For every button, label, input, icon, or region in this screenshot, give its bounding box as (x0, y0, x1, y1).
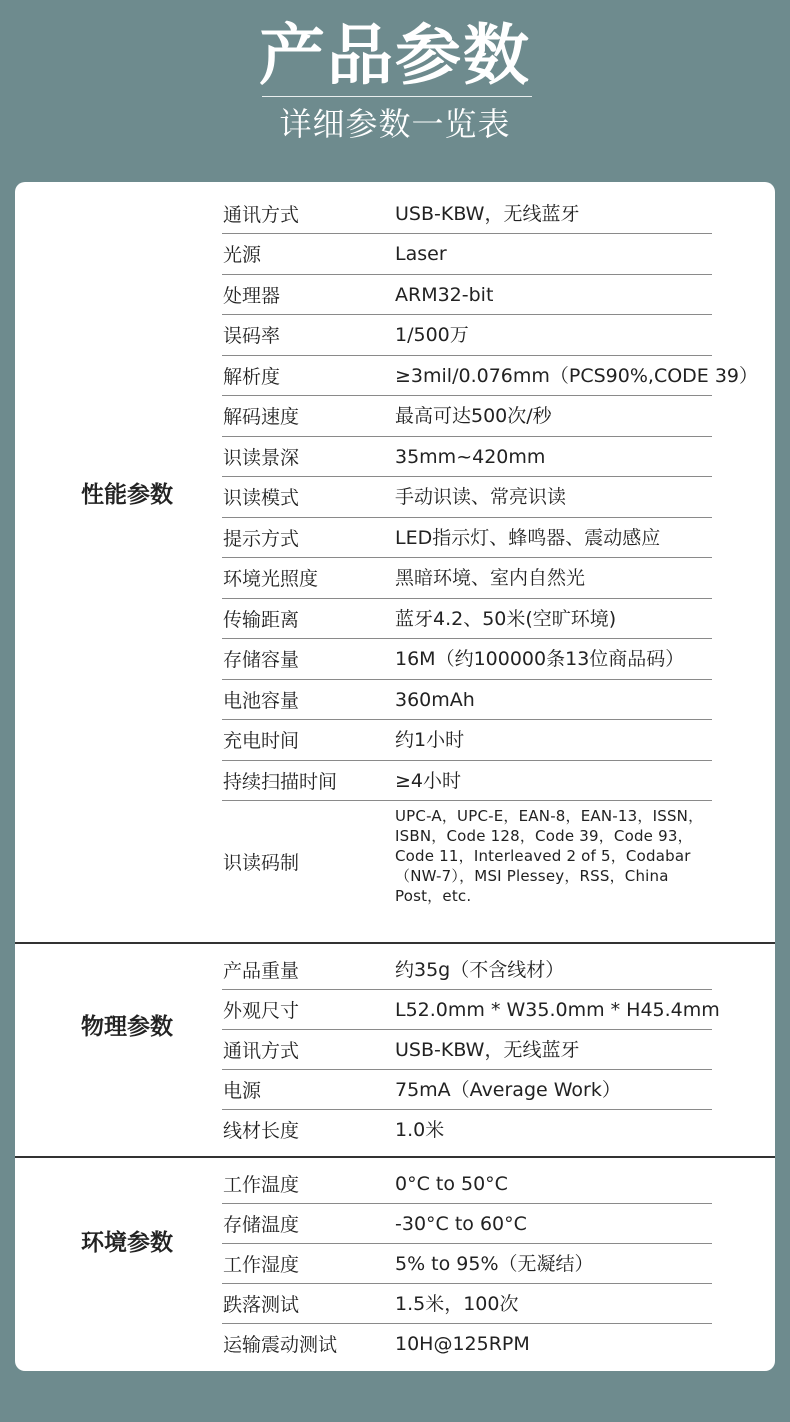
spec-row (222, 950, 712, 990)
spec-value: 35mm~420mm (395, 446, 546, 468)
section-title-physical: 物理参数 (81, 1014, 173, 1040)
spec-label: 电池容量 (223, 690, 300, 712)
spec-value: ARM32-bit (395, 284, 494, 306)
spec-label: 提示方式 (223, 528, 300, 550)
spec-rows-physical (222, 950, 720, 1150)
section-title-performance: 性能参数 (81, 482, 173, 508)
spec-label: 环境光照度 (223, 568, 319, 590)
spec-value: ≥3mil/0.076mm（PCS90%,CODE 39） (395, 365, 759, 387)
section-environment (15, 1158, 775, 1371)
page-title: 产品参数 (259, 17, 531, 94)
spec-label: 充电时间 (223, 730, 300, 752)
spec-value: 0°C to 50°C (395, 1173, 508, 1195)
spec-row (222, 194, 712, 234)
spec-value: USB-KBW，无线蓝牙 (395, 203, 580, 225)
spec-row (222, 437, 712, 477)
spec-label: 跌落测试 (223, 1294, 300, 1316)
spec-value: Laser (395, 243, 447, 265)
spec-value: -30°C to 60°C (395, 1213, 527, 1235)
spec-row (222, 720, 712, 761)
spec-row (222, 761, 712, 801)
spec-value: 约35g（不含线材） (395, 959, 565, 981)
section-title-environment: 环境参数 (81, 1230, 173, 1256)
spec-label: 误码率 (223, 325, 281, 347)
spec-label: 持续扫描时间 (223, 771, 338, 793)
spec-row (222, 801, 712, 931)
spec-value: USB-KBW，无线蓝牙 (395, 1039, 580, 1061)
spec-label: 光源 (223, 244, 262, 266)
spec-row (222, 639, 712, 680)
spec-row (222, 1110, 712, 1150)
spec-row (222, 1324, 712, 1364)
spec-label: 工作湿度 (223, 1254, 300, 1276)
spec-value: ≥4小时 (395, 770, 462, 792)
spec-value: 1.5米，100次 (395, 1293, 519, 1315)
spec-label: 外观尺寸 (223, 1000, 300, 1022)
spec-value: 75mA（Average Work） (395, 1079, 621, 1101)
spec-row (222, 1204, 712, 1244)
spec-row (222, 558, 712, 599)
spec-label: 传输距离 (223, 609, 300, 631)
spec-label: 线材长度 (223, 1120, 300, 1142)
spec-label: 通讯方式 (223, 1040, 300, 1062)
spec-label: 解析度 (223, 366, 281, 388)
spec-table-card (15, 182, 775, 1371)
spec-label: 通讯方式 (223, 204, 300, 226)
page-header (0, 0, 790, 182)
section-physical (15, 944, 775, 1156)
spec-row (222, 680, 712, 720)
spec-label: 存储温度 (223, 1214, 300, 1236)
spec-label: 识读景深 (223, 447, 300, 469)
spec-value: 1/500万 (395, 324, 469, 346)
spec-row (222, 1284, 712, 1324)
spec-value: 1.0米 (395, 1119, 445, 1141)
spec-value: 蓝牙4.2、50米(空旷环境) (395, 608, 617, 630)
spec-row (222, 477, 712, 518)
spec-row (222, 1244, 712, 1284)
spec-row (222, 990, 720, 1030)
spec-value: 黑暗环境、室内自然光 (395, 567, 586, 589)
spec-row (222, 315, 712, 356)
spec-label: 处理器 (223, 285, 281, 307)
spec-label: 产品重量 (223, 960, 300, 982)
spec-label: 识读模式 (223, 487, 300, 509)
spec-label: 工作温度 (223, 1174, 300, 1196)
spec-row (222, 396, 712, 437)
spec-row (222, 1030, 712, 1070)
spec-value: 最高可达500次/秒 (395, 405, 552, 427)
spec-row (222, 275, 712, 315)
spec-label: 存储容量 (223, 649, 300, 671)
spec-value: UPC-A，UPC-E，EAN-8，EAN-13，ISSN，ISBN，Code 128，Code 39，Code 93，Code 11，Interleaved 2 of 5，Codabar（NW-7），MSI Plessey，RSS，China Post，etc. (395, 807, 704, 905)
spec-value: LED指示灯、蜂鸣器、震动感应 (395, 527, 661, 549)
spec-row (222, 1164, 712, 1204)
spec-label: 电源 (223, 1080, 262, 1102)
spec-row (222, 518, 712, 558)
spec-value: 手动识读、常亮识读 (395, 486, 567, 508)
spec-label: 解码速度 (223, 406, 300, 428)
spec-value: L52.0mm * W35.0mm * H45.4mm (395, 999, 720, 1021)
section-performance (15, 182, 775, 942)
spec-label: 识读码制 (223, 852, 300, 874)
spec-value: 16M（约100000条13位商品码） (395, 648, 685, 670)
spec-value: 360mAh (395, 689, 475, 711)
title-underline (262, 96, 532, 97)
spec-row (222, 356, 759, 396)
spec-value: 10H@125RPM (395, 1333, 530, 1355)
page-subtitle: 详细参数一览表 (279, 105, 511, 143)
spec-rows-environment (222, 1164, 712, 1364)
spec-value: 5% to 95%（无凝结） (395, 1253, 594, 1275)
spec-row (222, 1070, 712, 1110)
spec-value: 约1小时 (395, 729, 465, 751)
spec-row (222, 599, 712, 639)
spec-label: 运输震动测试 (223, 1334, 338, 1356)
spec-row (222, 234, 712, 275)
spec-rows-performance (222, 194, 759, 931)
